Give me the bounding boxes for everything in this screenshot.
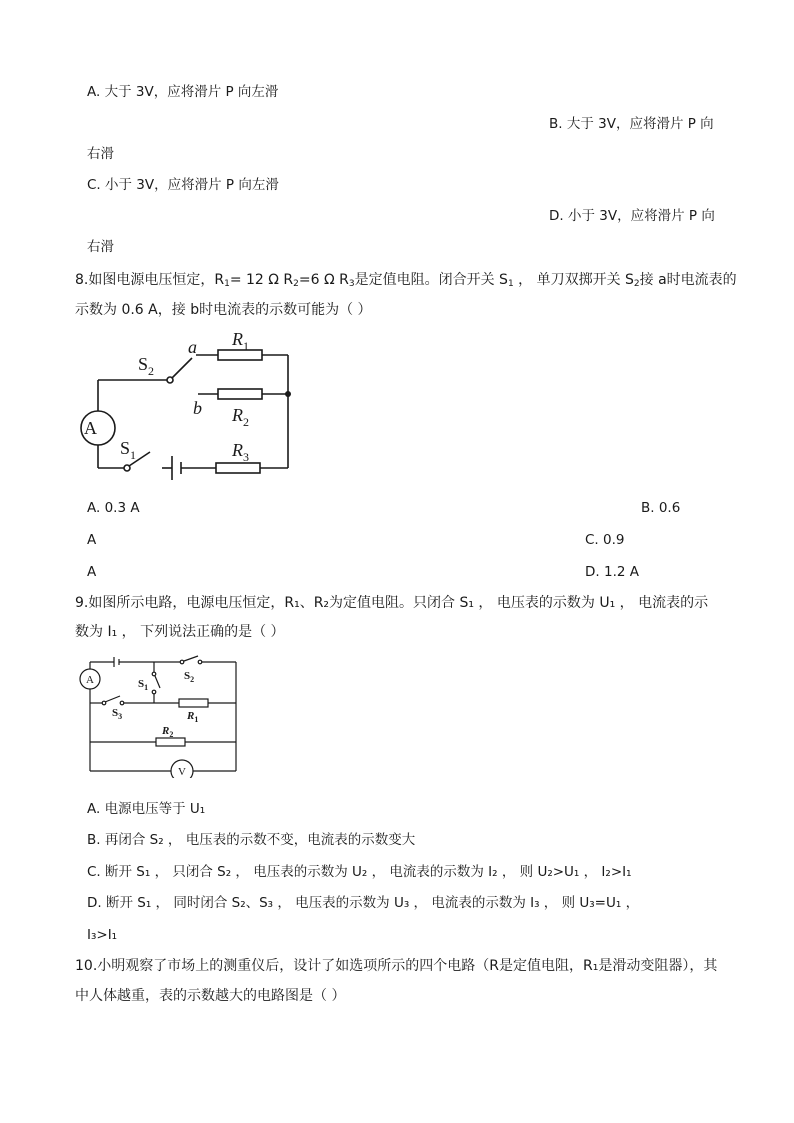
q7-option-c: C. 小于 3V，应将滑片 P 向左滑 — [87, 177, 279, 193]
q8-a-label: a — [188, 337, 197, 357]
q10-stem-line2: 中人体越重，表的示数越大的电路图是（ ） — [75, 988, 346, 1004]
q9-r2-label: $R_2$ — [162, 725, 174, 739]
q8-option-b-wrap: A — [87, 532, 97, 548]
q9-s1-label: $S_1$ — [138, 678, 149, 692]
q8-r2-label: $R_2$ — [232, 405, 249, 429]
q8-s1-label: $S_1$ — [120, 438, 137, 462]
q8-option-b: B. 0.6 — [641, 500, 681, 516]
q9-option-d-wrap: I₃>I₁ — [87, 927, 118, 943]
q9-r1-label: $R_1$ — [187, 710, 199, 724]
q9-s3-label: $S_3$ — [112, 707, 123, 721]
q9-option-b: B. 再闭合 S₂ ， 电压表的示数不变，电流表的示数变大 — [87, 832, 416, 848]
q8-option-c: C. 0.9 — [585, 532, 625, 548]
q7-option-d: D. 小于 3V，应将滑片 P 向 — [549, 208, 715, 224]
q8-r3-label: $R_3$ — [232, 440, 249, 464]
q8-stem-line2: 示数为 0.6 A，接 b时电流表的示数可能为（ ） — [75, 302, 372, 318]
q8-stem-line1: 8.如图电源电压恒定，$R_1= 12$ Ω $R_2=6$ Ω $R_3$是定值电阻。闭合开关 $S_1$ ， 单刀双掷开关 $S_2$接 a时电流表的 — [75, 272, 737, 289]
q9-circuit-diagram — [76, 652, 244, 778]
q8-option-d: D. 1.2 A — [585, 564, 639, 580]
q10-stem-line1: 10.小明观察了市场上的测重仪后，设计了如选项所示的四个电路（R是定值电阻，R₁是滑动变阻器），其 — [75, 958, 718, 974]
q9-ammeter-label: A — [86, 674, 94, 686]
q8-ammeter-label: A — [84, 418, 97, 438]
q7-option-b-wrap: 右滑 — [87, 146, 114, 162]
q7-option-d-wrap: 右滑 — [87, 239, 114, 255]
q9-option-d: D. 断开 S₁ ， 同时闭合 S₂、S₃ ， 电压表的示数为 U₃ ， 电流表的示数为 I₃ ， 则 U₃=U₁ ， — [87, 895, 640, 911]
q9-stem-line1: 9.如图所示电路，电源电压恒定，R₁、R₂为定值电阻。只闭合 S₁ ， 电压表的示数为 U₁ ， 电流表的示 — [75, 595, 709, 611]
q8-s2-label: $S_2$ — [138, 354, 155, 378]
q9-option-c: C. 断开 S₁ ， 只闭合 S₂ ， 电压表的示数为 U₂ ， 电流表的示数为 I₂ ， 则 U₂>U₁ ， I₂>I₁ — [87, 864, 632, 880]
q9-voltmeter-label: V — [178, 766, 186, 778]
q8-circuit-diagram — [70, 328, 310, 488]
q9-option-a: A. 电源电压等于 U₁ — [87, 801, 206, 817]
q8-option-a: A. 0.3 A — [87, 500, 140, 516]
q9-s2-label: $S_2$ — [184, 670, 195, 684]
q8-b-label: b — [193, 398, 202, 418]
q8-option-c-wrap: A — [87, 564, 97, 580]
q7-option-b: B. 大于 3V，应将滑片 P 向 — [549, 116, 714, 132]
q7-option-a: A. 大于 3V，应将滑片 P 向左滑 — [87, 84, 279, 100]
q9-stem-line2: 数为 I₁ ， 下列说法正确的是（ ） — [75, 624, 285, 640]
q8-r1-label: $R_1$ — [232, 329, 249, 353]
